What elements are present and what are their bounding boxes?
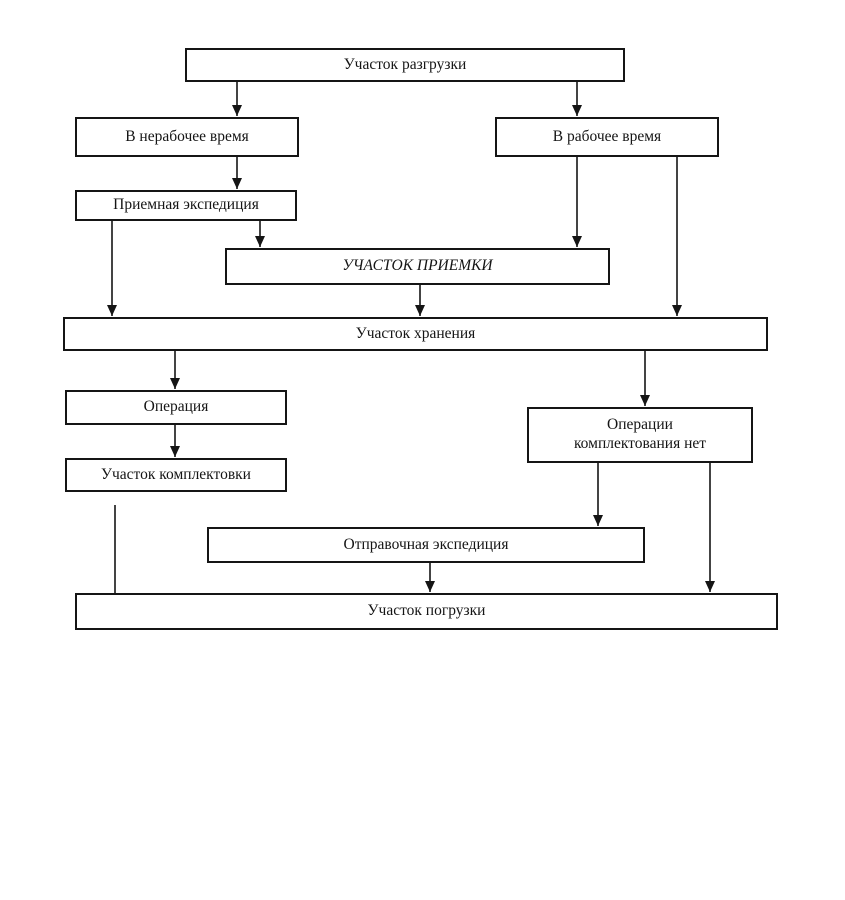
node-working-time [495, 117, 719, 157]
node-nonworking-label: В нерабочее время [125, 127, 249, 145]
node-receiving-label: Приемная экспедиция [113, 196, 259, 214]
node-loading-label: Участок погрузки [367, 602, 486, 620]
node-acceptance-area [225, 248, 610, 285]
node-loading-area [75, 593, 778, 630]
node-dispatch-label: Отправочная экспедиция [343, 535, 509, 553]
node-working-label: В рабочее время [552, 127, 662, 145]
node-storage-area [63, 317, 768, 351]
node-receiving-expedition [75, 190, 297, 221]
node-unloading-area [185, 48, 625, 82]
node-picking-area [65, 458, 287, 492]
node-nonworking-time [75, 117, 299, 157]
node-operation-label: Операция [143, 398, 209, 416]
node-unloading-label: Участок разгрузки [343, 55, 467, 73]
node-picking-label: Участок комплектовки [101, 465, 251, 483]
node-no-picking-operations [527, 407, 753, 463]
node-operation [65, 390, 287, 425]
node-acceptance-label: УЧАСТОК ПРИЕМКИ [342, 257, 493, 275]
node-no-picking-label-line2: комплектования нет [573, 435, 707, 452]
node-storage-label: Участок хранения [355, 324, 476, 342]
node-no-picking-label-line1: Операции [607, 416, 673, 434]
node-dispatch-expedition [207, 527, 645, 563]
